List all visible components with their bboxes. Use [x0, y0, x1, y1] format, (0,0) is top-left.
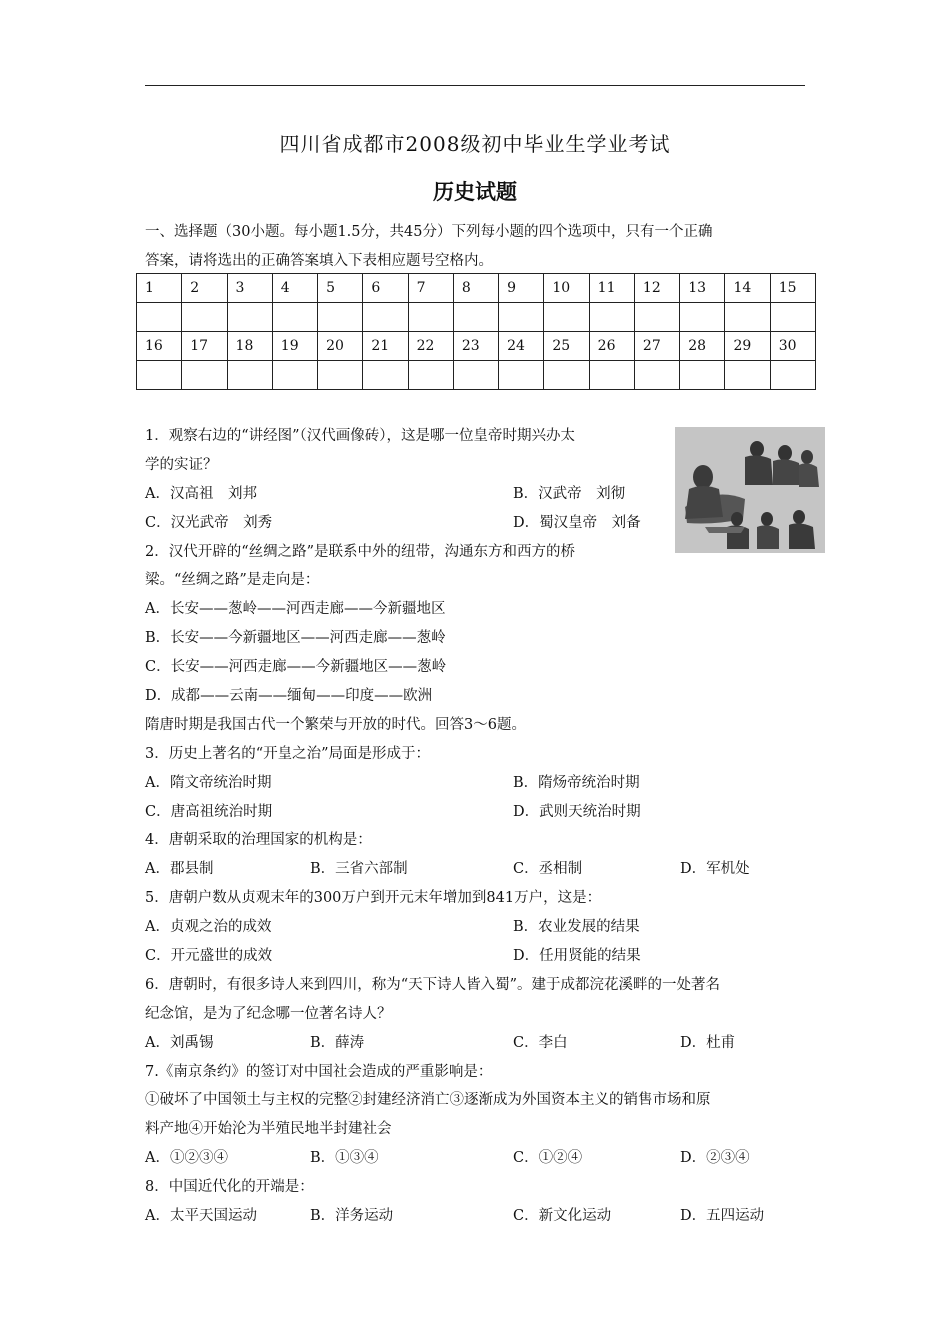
answer-cell[interactable] — [363, 361, 408, 390]
answer-cell[interactable] — [770, 361, 815, 390]
answer-cell[interactable] — [272, 361, 317, 390]
q3-6-intro: 隋唐时期是我国古代一个繁荣与开放的时代。回答3～6题。 — [145, 716, 526, 733]
q7-options — [145, 1144, 810, 1173]
q3-option-b[interactable]: B．隋炀帝统治时期 — [513, 774, 640, 791]
q5-option-c[interactable]: C．开元盛世的成效 — [145, 948, 273, 965]
q3-options-cd — [145, 798, 810, 827]
answer-cell[interactable] — [227, 361, 272, 390]
q7-option-a[interactable]: A．①②③④ — [145, 1150, 228, 1167]
q4-option-a[interactable]: A．郡县制 — [145, 861, 214, 878]
q2-stem-line-1: 2．汉代开辟的“丝绸之路”是联系中外的纽带，沟通东方和西方的桥 — [145, 543, 576, 560]
answer-table — [136, 273, 816, 390]
q6-option-d[interactable]: D．杜甫 — [680, 1034, 736, 1051]
q2-option-c[interactable]: C．长安——河西走廊——今新疆地区——葱岭 — [145, 659, 447, 676]
answer-cell[interactable] — [725, 361, 770, 390]
q6-stem-line-1: 6．唐朝时，有很多诗人来到四川，称为“天下诗人皆入蜀”。建于成都浣花溪畔的一处著名 — [145, 976, 721, 993]
question-number: 29 — [725, 332, 770, 361]
answer-cell[interactable] — [680, 361, 725, 390]
question-number: 14 — [725, 274, 770, 303]
question-number: 11 — [589, 274, 634, 303]
q4-options — [145, 855, 810, 884]
instructions-line-1: 一、选择题（30小题。每小题1.5分，共45分）下列每小题的四个选项中，只有一个正确 — [145, 224, 713, 240]
q7-stem: 7.《南京条约》的签订对中国社会造成的严重影响是： — [145, 1063, 493, 1080]
answer-cell[interactable] — [137, 303, 182, 332]
question-number: 21 — [363, 332, 408, 361]
question-number: 10 — [544, 274, 589, 303]
q2-stem-line-2: 梁。“丝绸之路”是走向是： — [145, 572, 320, 589]
q5-stem: 5．唐朝户数从贞观末年的300万户到开元末年增加到841万户，这是： — [145, 890, 602, 907]
q3-option-c[interactable]: C．唐高祖统治时期 — [145, 803, 273, 820]
instructions-line-2: 答案，请将选出的正确答案填入下表相应题号空格内。 — [145, 253, 493, 269]
question-number: 18 — [227, 332, 272, 361]
q4-option-b[interactable]: B．三省六部制 — [310, 861, 408, 878]
answer-cell[interactable] — [589, 303, 634, 332]
header-rule — [145, 85, 805, 86]
exam-title: 四川省成都市2008级初中毕业生学业考试 — [279, 132, 671, 156]
answer-cell[interactable] — [453, 361, 498, 390]
answer-cell[interactable] — [182, 361, 227, 390]
q7-detail-line-1: ①破坏了中国领土与主权的完整②封建经济消亡③逐渐成为外国资本主义的销售市场和原 — [145, 1092, 711, 1109]
q8-option-c[interactable]: C．新文化运动 — [513, 1208, 612, 1225]
question-number: 8 — [453, 274, 498, 303]
q8-option-a[interactable]: A．太平天国运动 — [145, 1208, 257, 1225]
q5-option-b[interactable]: B．农业发展的结果 — [513, 919, 640, 936]
question-number: 2 — [182, 274, 227, 303]
question-number: 24 — [499, 332, 544, 361]
answer-cell[interactable] — [408, 361, 453, 390]
q3-option-a[interactable]: A．隋文帝统治时期 — [145, 774, 272, 791]
answer-cell[interactable] — [318, 361, 363, 390]
answer-cell[interactable] — [137, 361, 182, 390]
question-number: 12 — [634, 274, 679, 303]
question-number: 22 — [408, 332, 453, 361]
questions — [145, 422, 810, 1231]
q6-stem-line-2: 纪念馆，是为了纪念哪一位著名诗人？ — [145, 1005, 392, 1022]
question-number: 19 — [272, 332, 317, 361]
answer-cell[interactable] — [544, 303, 589, 332]
answer-cell[interactable] — [182, 303, 227, 332]
q7-detail-line-2: 料产地④开始沦为半殖民地半封建社会 — [145, 1121, 392, 1138]
answer-cell[interactable] — [408, 303, 453, 332]
question-number: 1 — [137, 274, 182, 303]
question-number: 7 — [408, 274, 453, 303]
question-number: 4 — [272, 274, 317, 303]
q3-stem: 3．历史上著名的“开皇之治”局面是形成于： — [145, 745, 431, 762]
answer-cell[interactable] — [589, 361, 634, 390]
q2-option-b[interactable]: B．长安——今新疆地区——河西走廊——葱岭 — [145, 630, 446, 647]
question-number: 26 — [589, 332, 634, 361]
answer-cell[interactable] — [318, 303, 363, 332]
q1-options-cd — [145, 509, 810, 538]
question-number: 5 — [318, 274, 363, 303]
question-number: 16 — [137, 332, 182, 361]
exam-subtitle: 历史试题 — [433, 180, 517, 204]
q5-option-a[interactable]: A．贞观之治的成效 — [145, 919, 272, 936]
question-number: 28 — [680, 332, 725, 361]
q5-options-cd — [145, 942, 810, 971]
answer-cell[interactable] — [453, 303, 498, 332]
q8-stem: 8．中国近代化的开端是： — [145, 1179, 314, 1196]
q6-options — [145, 1029, 810, 1058]
answer-cell[interactable] — [227, 303, 272, 332]
q8-options — [145, 1202, 810, 1231]
answer-cell[interactable] — [770, 303, 815, 332]
q1-option-d[interactable]: D．蜀汉皇帝 刘备 — [513, 514, 641, 531]
q4-option-c[interactable]: C．丞相制 — [513, 861, 583, 878]
q5-options-ab — [145, 913, 810, 942]
q6-option-b[interactable]: B．薛涛 — [310, 1034, 365, 1051]
q1-option-b[interactable]: B．汉武帝 刘彻 — [513, 485, 626, 502]
answer-table-number-row — [137, 274, 816, 303]
question-number: 13 — [680, 274, 725, 303]
question-number: 23 — [453, 332, 498, 361]
q8-option-d[interactable]: D．五四运动 — [680, 1208, 765, 1225]
answer-cell[interactable] — [544, 361, 589, 390]
question-number: 25 — [544, 332, 589, 361]
question-number: 20 — [318, 332, 363, 361]
answer-table-blank-row — [137, 361, 816, 390]
question-number: 30 — [770, 332, 815, 361]
answer-cell[interactable] — [272, 303, 317, 332]
q2-option-d[interactable]: D．成都——云南——缅甸——印度——欧洲 — [145, 688, 433, 705]
q2-option-a[interactable]: A．长安——葱岭——河西走廊——今新疆地区 — [145, 601, 446, 618]
q1-stem-line-1: 1．观察右边的“讲经图”（汉代画像砖），这是哪一位皇帝时期兴办太 — [145, 428, 576, 444]
q7-option-d[interactable]: D．②③④ — [680, 1150, 750, 1167]
answer-cell[interactable] — [634, 361, 679, 390]
answer-cell[interactable] — [499, 303, 544, 332]
answer-cell[interactable] — [725, 303, 770, 332]
q1-options-ab — [145, 480, 810, 509]
answer-table-blank-row — [137, 303, 816, 332]
question-number: 27 — [634, 332, 679, 361]
q5-option-d[interactable]: D．任用贤能的结果 — [513, 948, 641, 965]
question-number: 9 — [499, 274, 544, 303]
question-number: 3 — [227, 274, 272, 303]
q1-option-c[interactable]: C．汉光武帝 刘秀 — [145, 514, 273, 531]
q1-stem-line-2: 学的实证？ — [145, 456, 218, 473]
q7-option-b[interactable]: B．①③④ — [310, 1150, 379, 1167]
q6-option-c[interactable]: C．李白 — [513, 1034, 568, 1051]
q7-option-c[interactable]: C．①②④ — [513, 1150, 583, 1167]
q6-option-a[interactable]: A．刘禹锡 — [145, 1034, 214, 1051]
instructions — [145, 218, 807, 276]
q1-option-a[interactable]: A．汉高祖 刘邦 — [145, 485, 257, 502]
answer-table-number-row — [137, 332, 816, 361]
q8-option-b[interactable]: B．洋务运动 — [310, 1208, 394, 1225]
q3-options-ab — [145, 769, 810, 798]
question-number: 17 — [182, 332, 227, 361]
answer-cell[interactable] — [363, 303, 408, 332]
q4-option-d[interactable]: D．军机处 — [680, 861, 750, 878]
question-number: 15 — [770, 274, 815, 303]
answer-cell[interactable] — [499, 361, 544, 390]
answer-cell[interactable] — [680, 303, 725, 332]
question-number: 6 — [363, 274, 408, 303]
q3-option-d[interactable]: D．武则天统治时期 — [513, 803, 641, 820]
answer-cell[interactable] — [634, 303, 679, 332]
q4-stem: 4．唐朝采取的治理国家的机构是： — [145, 832, 372, 849]
